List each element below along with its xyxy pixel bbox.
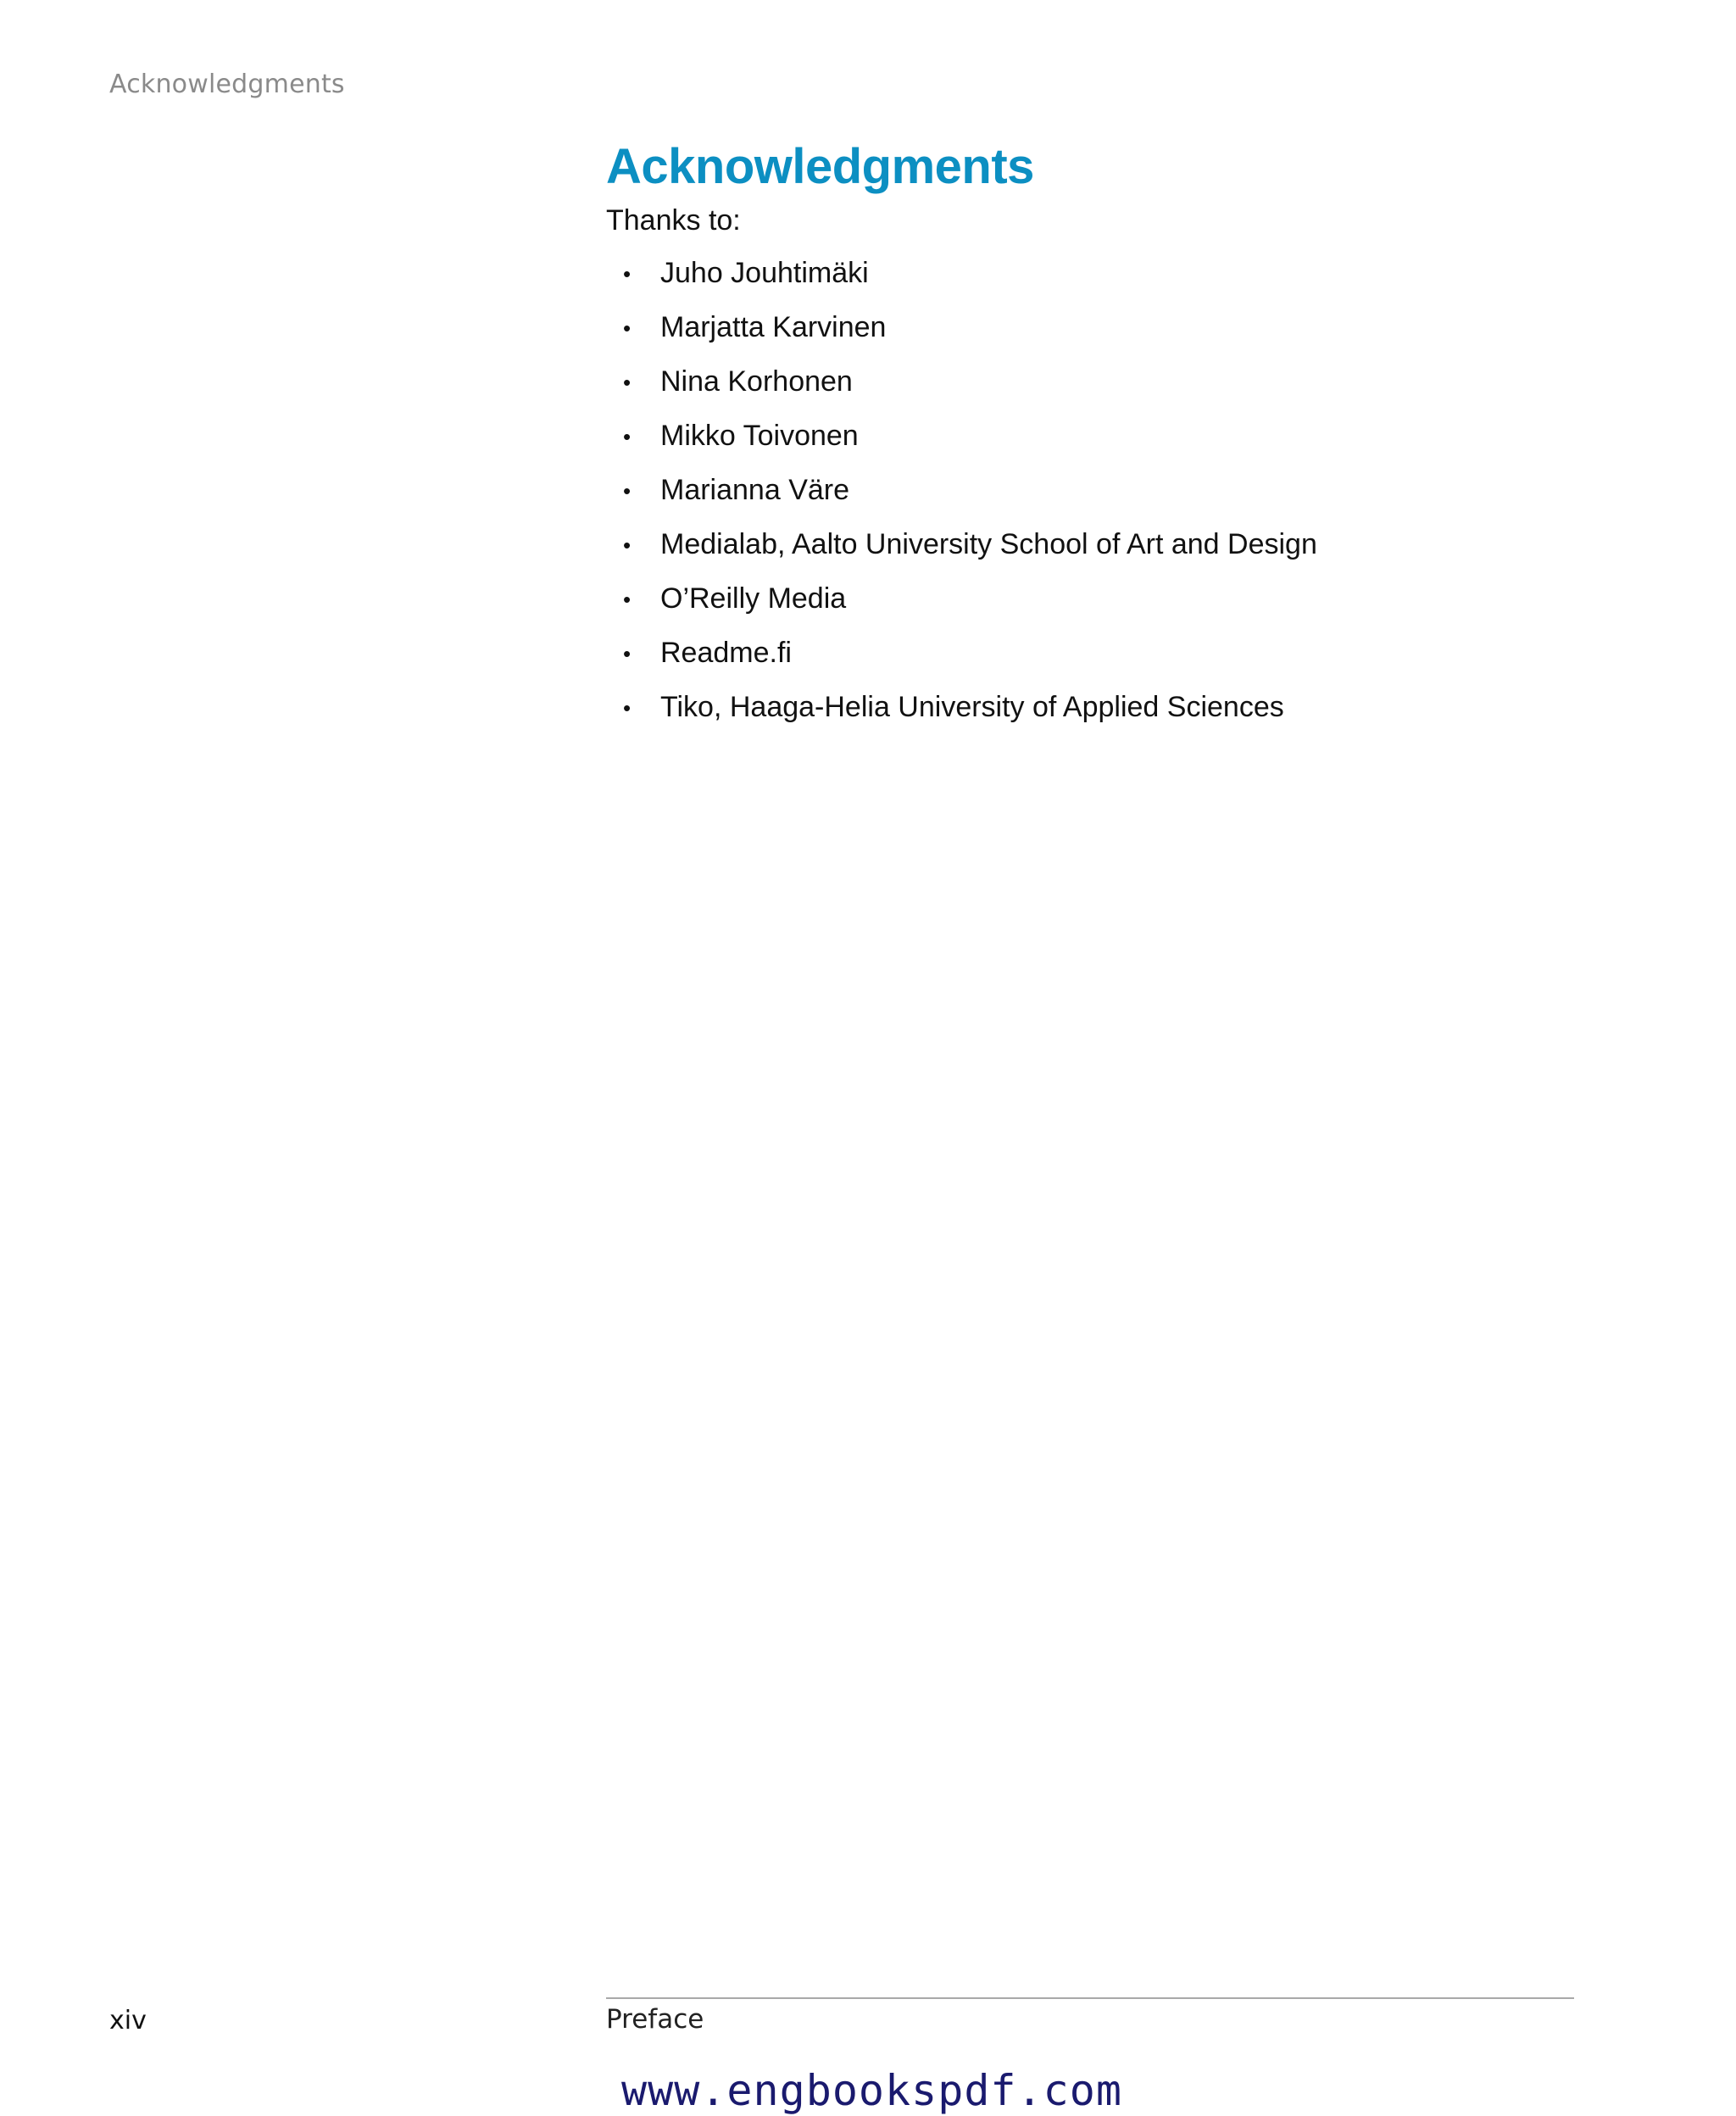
list-item [606,634,1572,688]
page-title: Acknowledgments [606,139,1034,194]
list-item-label: Mikko Toivonen [660,420,859,452]
list-item [606,526,1572,580]
list-item [606,688,1572,743]
list-item-label: O’Reilly Media [660,582,847,615]
bullet-icon: • [623,315,632,341]
footer-section-title: Preface [606,2004,704,2035]
list-item-label: Juho Jouhtimäki [660,257,869,289]
running-header: Acknowledgments [109,70,345,99]
bullet-icon: • [623,261,632,287]
list-item-label: Tiko, Haaga-Helia University of Applied Sciences [660,691,1284,723]
bullet-icon: • [623,370,632,395]
list-item-label: Medialab, Aalto University School of Art and Design [660,528,1317,560]
page-content [606,136,1572,743]
bullet-icon: • [623,424,632,449]
list-item [606,417,1572,471]
list-item-label: Marjatta Karvinen [660,311,887,343]
list-item [606,580,1572,634]
page-number: xiv [109,2006,147,2035]
thanks-list [606,254,1572,743]
intro-text: Thanks to: [606,204,741,237]
list-item-label: Readme.fi [660,637,792,669]
list-item [606,309,1572,363]
list-item-label: Nina Korhonen [660,365,853,398]
watermark-link[interactable]: www.engbookspdf.com [621,2066,1122,2115]
bullet-icon: • [623,695,632,721]
list-item [606,363,1572,417]
bullet-icon: • [623,532,632,558]
footer-divider [606,1997,1574,1999]
list-item [606,254,1572,309]
bullet-icon: • [623,478,632,504]
bullet-icon: • [623,641,632,666]
list-item [606,471,1572,526]
list-item-label: Marianna Väre [660,474,850,506]
bullet-icon: • [623,587,632,612]
